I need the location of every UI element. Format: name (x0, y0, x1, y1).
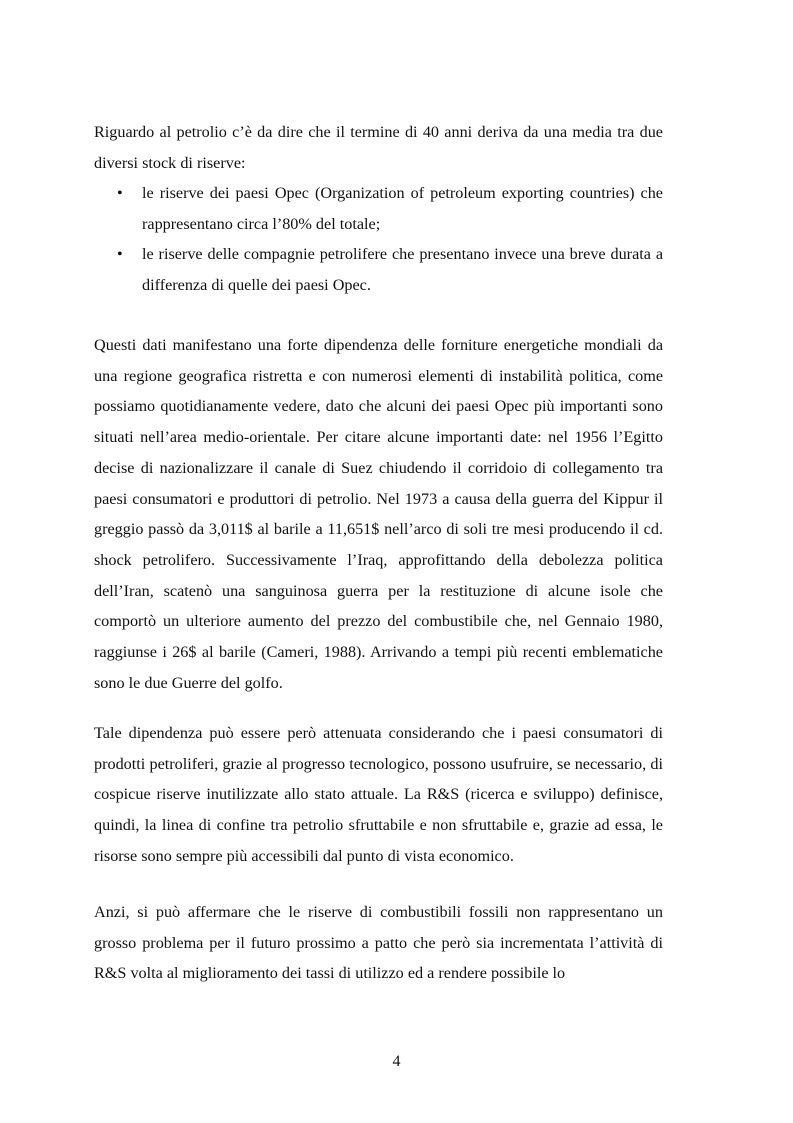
bullet-icon: • (117, 245, 123, 264)
bullet-item (94, 239, 663, 300)
bullet-text: le riserve dei paesi Opec (Organization of petroleum exporting countries) che rappresentano circa l’80% del totale; (142, 184, 663, 233)
page-number: 4 (392, 1053, 401, 1070)
intro-paragraph: Riguardo al petrolio c’è da dire che il termine di 40 anni deriva da una media tra due diversi stock di riserve: (94, 123, 663, 172)
body-paragraph-3: Anzi, si può affermare che le riserve di combustibili fossili non rappresentano un grosso problema per il futuro prossimo a patto che però sia incrementata l’attività di R&S volta al miglioramento dei tassi di utilizzo ed a rendere possibile lo (94, 903, 663, 983)
body-paragraph-1: Questi dati manifestano una forte dipendenza delle forniture energetiche mondiali da una regione geografica ristretta e con numerosi elementi di instabilità politica, come possiamo quotidianamente vedere, dato che alcuni dei paesi Opec più importanti sono situati nell’area medio-orientale. Per citare alcune importanti date: nel 1956 l’Egitto decise di nazionalizzare il canale di Suez chiudendo il corridoio di collegamento tra paesi consumatori e produttori di petrolio. Nel 1973 a causa della guerra del Kippur il greggio passò da 3,011$ al barile a 11,651$ nell’arco di soli tre mesi producendo il cd. shock petrolifero. Successivamente l’Iraq, approfittando della debolezza politica dell’Iran, scatenò una sanguinosa guerra per la restituzione di alcune isole che comportò un ulteriore aumento del prezzo del combustibile che, nel Gennaio 1980, raggiunse i 26$ al barile (Cameri, 1988). Arrivando a tempi più recenti emblematiche sono le due Guerre del golfo. (94, 336, 663, 692)
bullet-list (94, 178, 663, 301)
bullet-text: le riserve delle compagnie petrolifere che presentano invece una breve durata a differenza di quelle dei paesi Opec. (142, 245, 663, 295)
bullet-icon: • (117, 184, 123, 202)
body-paragraph-2: Tale dipendenza può essere però attenuata considerando che i paesi consumatori di prodotti petroliferi, grazie al progresso tecnologico, possono usufruire, se necessario, di cospicue riserve inutilizzate allo stato attuale. La R&S (ricerca e sviluppo) definisce, quindi, la linea di confine tra petrolio sfruttabile e non sfruttabile e, grazie ad essa, le risorse sono sempre più accessibili dal punto di vista economico. (94, 724, 663, 865)
bullet-item (94, 178, 663, 239)
